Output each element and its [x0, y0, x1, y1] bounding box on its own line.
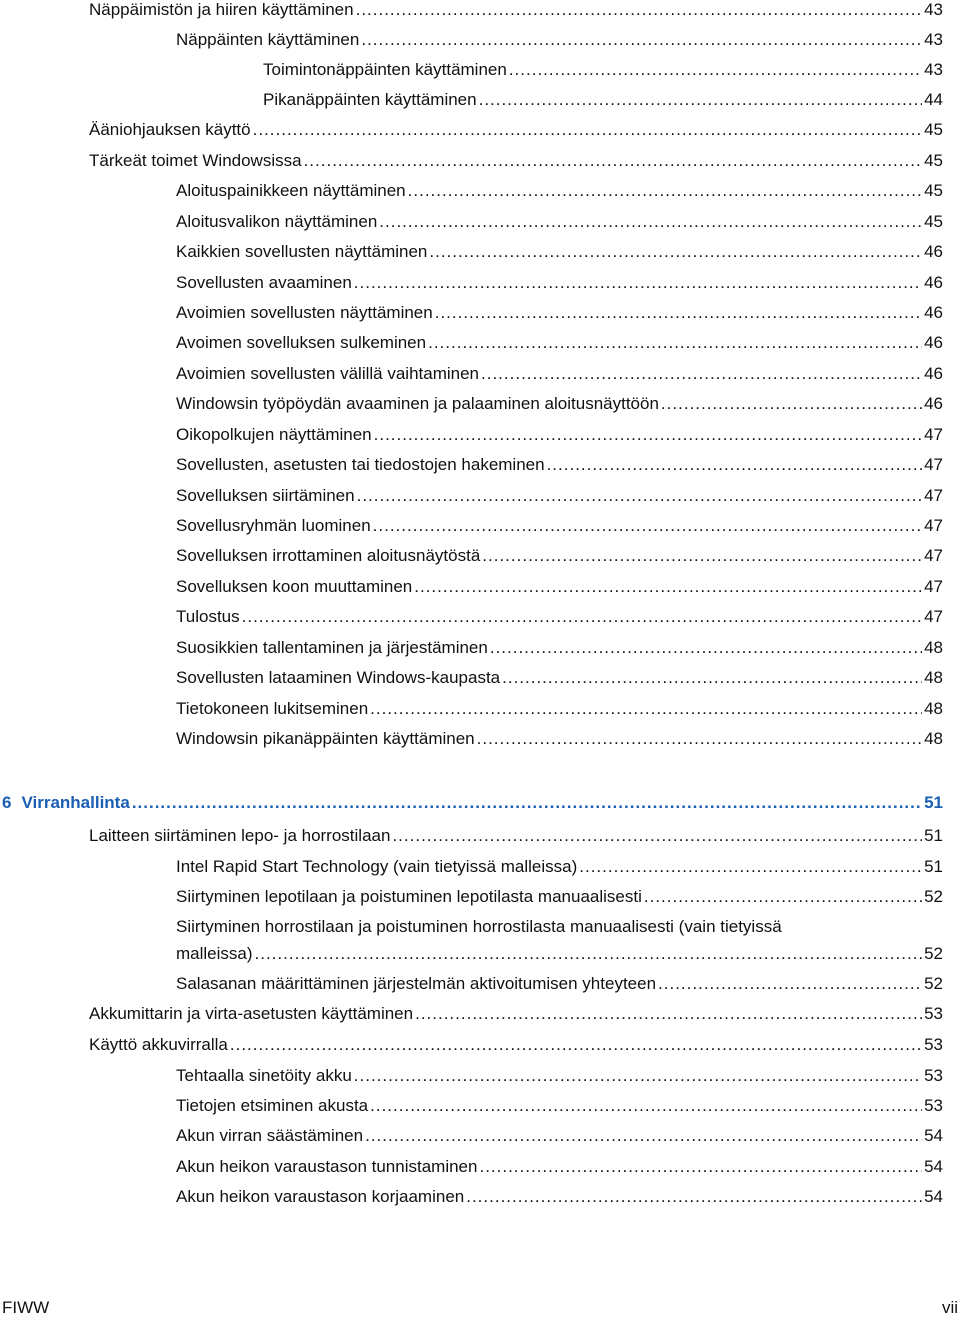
dot-leader	[354, 273, 922, 293]
toc-entry[interactable]	[176, 273, 943, 293]
toc-entry-page: 53	[924, 1035, 943, 1054]
toc-entry[interactable]	[89, 151, 943, 171]
toc-entry-title: Pikanäppäinten käyttäminen	[263, 90, 477, 109]
toc-entry-page: 52	[924, 887, 943, 906]
toc-entry-title: Akun heikon varaustason korjaaminen	[176, 1187, 465, 1206]
dot-leader	[428, 333, 922, 353]
dot-leader	[408, 181, 922, 201]
dot-leader	[370, 699, 922, 719]
toc-entry-title: Windowsin pikanäppäinten käyttäminen	[176, 729, 475, 748]
dot-leader	[490, 638, 922, 658]
toc-entry-title: Avoimien sovellusten välillä vaihtaminen	[176, 364, 480, 383]
toc-entry-page: 46	[924, 303, 943, 322]
dot-leader	[509, 60, 922, 80]
dot-leader	[661, 394, 922, 414]
toc-entry-title: Intel Rapid Start Technology (vain tietyissä malleissa)	[176, 857, 578, 876]
toc-entry-page: 51	[924, 826, 943, 845]
toc-entry[interactable]	[263, 90, 943, 110]
toc-entry-title: malleissa)	[176, 944, 253, 963]
toc-entry[interactable]	[176, 577, 943, 597]
toc-entry-page: 47	[924, 516, 943, 535]
dot-leader	[365, 1126, 922, 1146]
toc-entry[interactable]	[176, 394, 943, 414]
chapter-number: 6	[2, 793, 12, 812]
toc-entry-page: 47	[924, 546, 943, 565]
toc-entry[interactable]	[176, 638, 943, 658]
toc-entry-page: 46	[924, 364, 943, 383]
toc-entry[interactable]	[176, 486, 943, 506]
toc-entry-page: 54	[924, 1157, 943, 1176]
toc-entry-title-line1[interactable]: Siirtyminen horrostilaan ja poistuminen horrostilasta manuaalisesti (vain tietyissä	[176, 917, 782, 936]
toc-entry[interactable]	[176, 30, 943, 50]
toc-entry-title: Sovelluksen siirtäminen	[176, 486, 355, 505]
toc-entry-title: Akkumittarin ja virta-asetusten käyttäminen	[89, 1004, 414, 1023]
toc-entry[interactable]	[176, 181, 943, 201]
toc-entry[interactable]	[176, 699, 943, 719]
toc-entry-title: Siirtyminen lepotilaan ja poistuminen lepotilasta manuaalisesti	[176, 887, 642, 906]
toc-entry-title: Käyttö akkuvirralla	[89, 1035, 228, 1054]
dot-leader	[479, 90, 922, 110]
toc-entry-title: Avoimen sovelluksen sulkeminen	[176, 333, 427, 352]
toc-entry-title: Näppäimistön ja hiiren käyttäminen	[89, 0, 354, 19]
toc-entry-page: 54	[924, 1126, 943, 1145]
toc-entry[interactable]	[176, 212, 943, 232]
toc-entry-title: Tietojen etsiminen akusta	[176, 1096, 369, 1115]
toc-entry-page: 53	[924, 1096, 943, 1115]
toc-entry-page: 54	[924, 1187, 943, 1206]
dot-leader	[481, 364, 922, 384]
dot-leader	[392, 826, 922, 846]
toc-entry[interactable]	[176, 303, 943, 323]
dot-leader	[242, 607, 922, 627]
toc-entry[interactable]	[89, 120, 943, 140]
dot-leader	[658, 974, 922, 994]
dot-leader	[374, 425, 922, 445]
toc-entry[interactable]	[89, 826, 943, 846]
dot-leader	[230, 1035, 922, 1055]
toc-entry-title: Tehtaalla sinetöity akku	[176, 1066, 352, 1085]
dot-leader	[547, 455, 923, 475]
dot-leader	[429, 242, 922, 262]
toc-entry[interactable]	[263, 60, 943, 80]
toc-entry-page: 47	[924, 425, 943, 444]
toc-entry-title: Akun virran säästäminen	[176, 1126, 364, 1145]
toc-entry-title: Windowsin työpöydän avaaminen ja palaaminen aloitusnäyttöön	[176, 394, 659, 413]
toc-entry[interactable]	[176, 242, 943, 262]
toc-entry[interactable]	[176, 857, 943, 877]
toc-entry-page: 48	[924, 668, 943, 687]
toc-entry-page: 46	[924, 394, 943, 413]
toc-entry[interactable]	[89, 1035, 943, 1055]
dot-leader	[435, 303, 922, 323]
toc-entry-title: Sovelluksen irrottaminen aloitusnäytöstä	[176, 546, 481, 565]
toc-entry-page: 47	[924, 577, 943, 596]
dot-leader	[132, 793, 922, 813]
toc-entry-title: Tulostus	[176, 607, 240, 626]
dot-leader	[482, 546, 922, 566]
toc-entry[interactable]	[176, 546, 943, 566]
dot-leader	[477, 729, 922, 749]
toc-entry-page: 43	[924, 0, 943, 19]
toc-entry-title: Oikopolkujen näyttäminen	[176, 425, 372, 444]
toc-entry-title: Salasanan määrittäminen järjestelmän aktivoitumisen yhteyteen	[176, 974, 657, 993]
toc-entry[interactable]	[176, 425, 943, 445]
toc-entry[interactable]	[176, 887, 943, 907]
dot-leader	[304, 151, 923, 171]
dot-leader	[357, 486, 922, 506]
dot-leader	[644, 887, 922, 907]
toc-entry[interactable]	[176, 974, 943, 994]
dot-leader	[415, 1004, 922, 1024]
dot-leader	[373, 516, 922, 536]
toc-entry-page: 43	[924, 60, 943, 79]
toc-entry[interactable]	[176, 729, 943, 749]
toc-entry[interactable]	[176, 1187, 943, 1207]
toc-entry-page: 48	[924, 729, 943, 748]
dot-leader	[379, 212, 922, 232]
toc-entry-title: Tietokoneen lukitseminen	[176, 699, 369, 718]
toc-chapter-entry[interactable]	[2, 793, 943, 813]
dot-leader	[479, 1157, 922, 1177]
chapter-title: Virranhallinta	[21, 793, 130, 812]
toc-entry-page: 52	[924, 974, 943, 993]
toc-entry[interactable]	[176, 944, 943, 964]
toc-entry-title: Aloituspainikkeen näyttäminen	[176, 181, 406, 200]
dot-leader	[370, 1096, 922, 1116]
toc-entry[interactable]	[176, 1066, 943, 1086]
dot-leader	[356, 0, 922, 20]
toc-entry-page: 53	[924, 1004, 943, 1023]
toc-entry-title: Akun heikon varaustason tunnistaminen	[176, 1157, 478, 1176]
toc-entry[interactable]	[176, 364, 943, 384]
toc-entry-page: 45	[924, 212, 943, 231]
dot-leader	[579, 857, 922, 877]
toc-entry-title: Kaikkien sovellusten näyttäminen	[176, 242, 428, 261]
toc-entry-page: 51	[924, 857, 943, 876]
toc-entry[interactable]	[176, 1096, 943, 1116]
toc-entry[interactable]	[176, 516, 943, 536]
toc-entry-title: Sovellusten lataaminen Windows-kaupasta	[176, 668, 501, 687]
toc-entry-page: 48	[924, 638, 943, 657]
toc-entry-page: 48	[924, 699, 943, 718]
toc-entry-page: 53	[924, 1066, 943, 1085]
toc-entry-title: Aloitusvalikon näyttäminen	[176, 212, 378, 231]
toc-entry-page: 46	[924, 242, 943, 261]
dot-leader	[466, 1187, 922, 1207]
toc-entry-title: Ääniohjauksen käyttö	[89, 120, 251, 139]
toc-entry[interactable]	[176, 455, 943, 475]
toc-entry-page: 43	[924, 30, 943, 49]
toc-entry-title: Laitteen siirtäminen lepo- ja horrostilaan	[89, 826, 391, 845]
toc-entry[interactable]	[176, 668, 943, 688]
toc-entry-title: Sovellusten avaaminen	[176, 273, 352, 292]
toc-entry[interactable]	[89, 1004, 943, 1024]
toc-entry-page: 46	[924, 333, 943, 352]
toc-entry-page: 47	[924, 607, 943, 626]
toc-entry-title: Sovellusryhmän luominen	[176, 516, 371, 535]
footer-locale-code: FIWW	[2, 1298, 50, 1317]
toc-entry-page: 45	[924, 120, 943, 139]
toc-entry-title: Avoimien sovellusten näyttäminen	[176, 303, 433, 322]
toc-entry-page: 52	[924, 944, 943, 963]
dot-leader	[414, 577, 922, 597]
dot-leader	[502, 668, 922, 688]
toc-entry[interactable]	[176, 333, 943, 353]
toc-entry-page: 47	[924, 455, 943, 474]
toc-entry[interactable]	[176, 607, 943, 627]
toc-entry-page: 46	[924, 273, 943, 292]
dot-leader	[255, 944, 923, 964]
footer-page-number: vii	[941, 1298, 958, 1317]
toc-entry[interactable]	[89, 0, 943, 20]
toc-entry[interactable]	[176, 1126, 943, 1146]
toc-entry-page: 45	[924, 181, 943, 200]
dot-leader	[361, 30, 922, 50]
dot-leader	[354, 1066, 922, 1086]
toc-entry-title: Näppäinten käyttäminen	[176, 30, 360, 49]
toc-entry-page: 45	[924, 151, 943, 170]
toc-entry-page: 47	[924, 486, 943, 505]
toc-entry-title: Sovellusten, asetusten tai tiedostojen hakeminen	[176, 455, 545, 474]
toc-entry-page: 51	[924, 793, 943, 812]
dot-leader	[253, 120, 922, 140]
toc-entry-title: Tärkeät toimet Windowsissa	[89, 151, 302, 170]
toc-entry-title: Sovelluksen koon muuttaminen	[176, 577, 413, 596]
toc-entry[interactable]	[176, 1157, 943, 1177]
toc-entry-title: Suosikkien tallentaminen ja järjestäminen	[176, 638, 488, 657]
toc-entry-title: Toimintonäppäinten käyttäminen	[263, 60, 507, 79]
toc-entry-page: 44	[924, 90, 943, 109]
